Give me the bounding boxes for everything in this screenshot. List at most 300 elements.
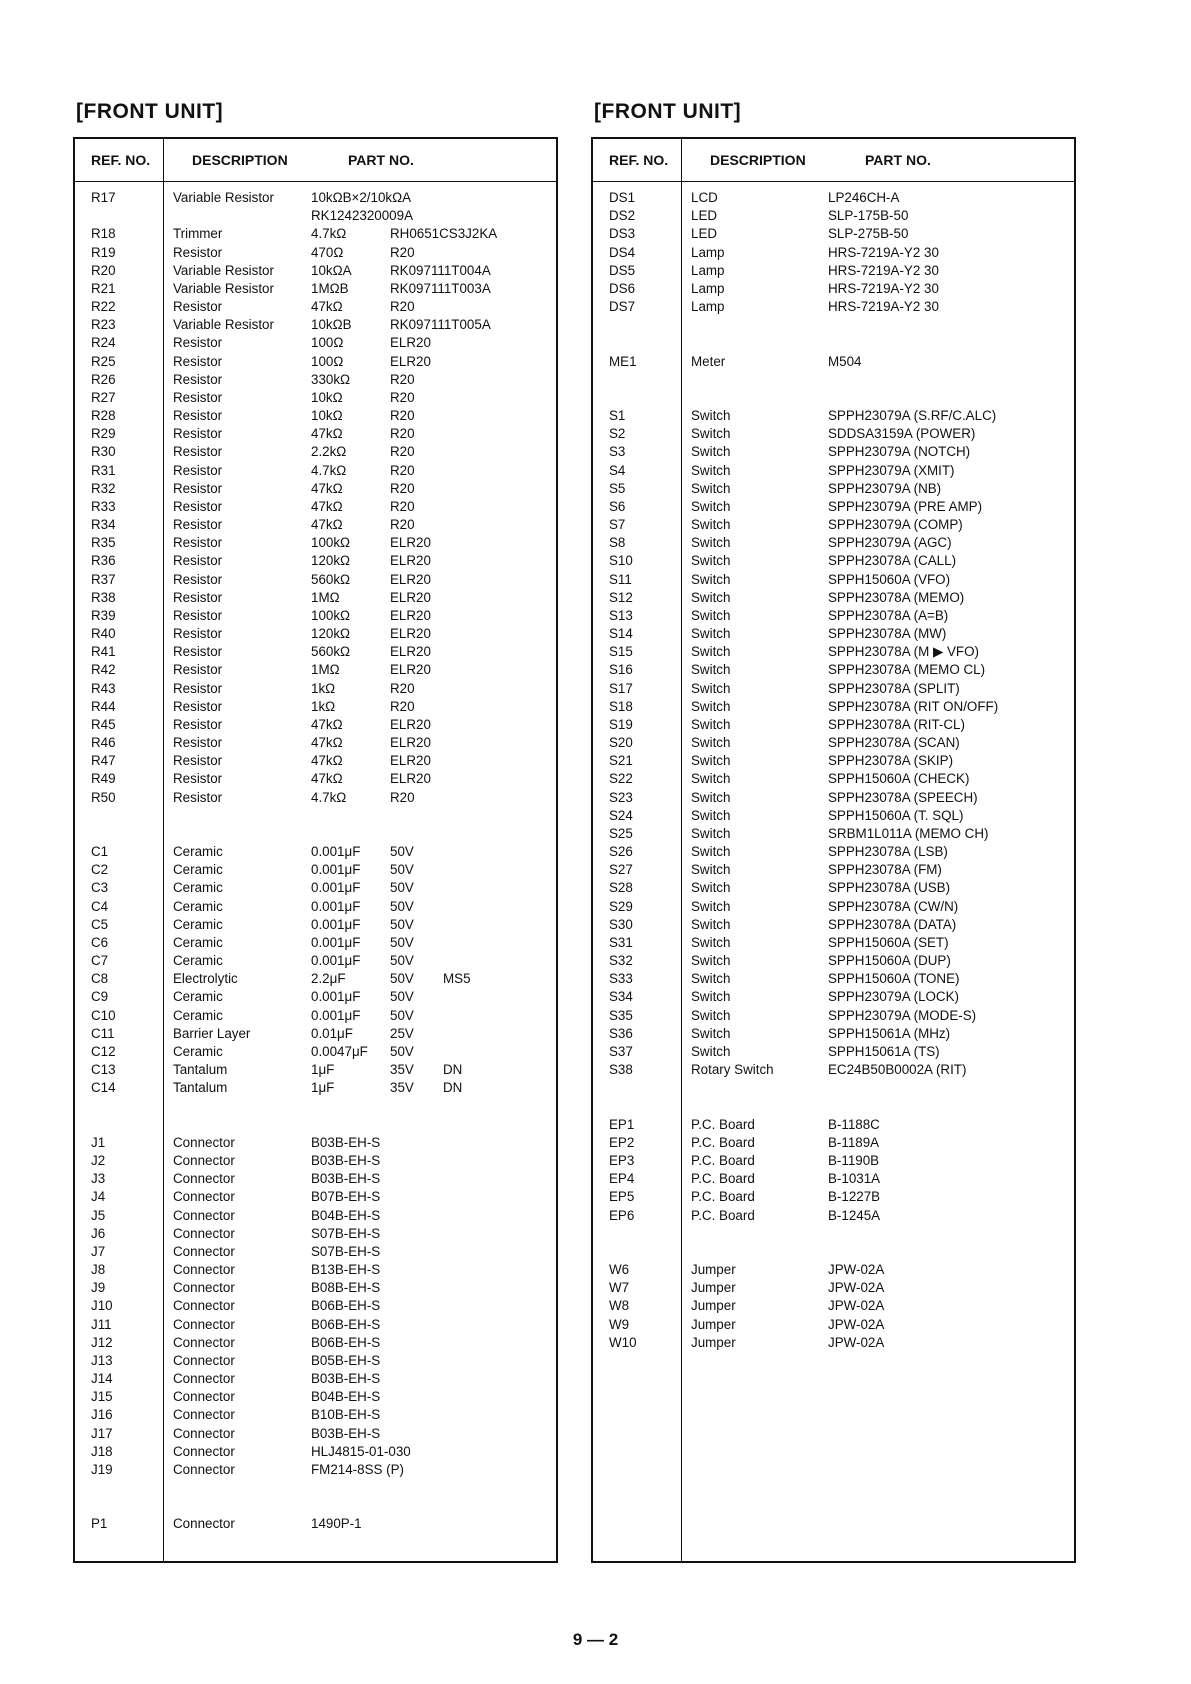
description-cell: Resistor: [173, 789, 223, 805]
description-cell: P.C. Board: [691, 1134, 755, 1150]
value-cell: 47kΩ: [311, 426, 343, 442]
description-cell: Switch: [691, 662, 731, 678]
table-row: [75, 625, 556, 643]
value-cell: B07B-EH-S: [311, 1189, 381, 1205]
description-cell: Connector: [173, 1280, 235, 1296]
left-parts-table: [73, 137, 558, 1563]
description-cell: LED: [691, 226, 718, 242]
value-cell: 47kΩ: [311, 299, 343, 315]
description-cell: Resistor: [173, 353, 223, 369]
table-row: [75, 207, 556, 225]
table-row: [75, 1297, 556, 1315]
ref-cell: C6: [91, 934, 109, 950]
table-row: [75, 425, 556, 443]
description-cell: Variable Resistor: [173, 317, 274, 333]
value-cell: B04B-EH-S: [311, 1207, 381, 1223]
table-row: [75, 480, 556, 498]
value-cell: 0.001μF: [311, 862, 361, 878]
table-row: [75, 934, 556, 952]
description-cell: Resistor: [173, 607, 223, 623]
description-cell: Resistor: [173, 662, 223, 678]
ref-cell: C14: [91, 1080, 116, 1096]
table-row: [593, 262, 1074, 280]
description-cell: Jumper: [691, 1316, 736, 1332]
ref-cell: S11: [609, 571, 632, 587]
part-cell: SPPH23078A (MEMO): [828, 589, 965, 605]
description-cell: Switch: [691, 607, 731, 623]
part-cell: SPPH23079A (NOTCH): [828, 444, 971, 460]
part-cell: 50V: [390, 953, 414, 969]
value-cell: 120kΩ: [311, 626, 351, 642]
table-row: [75, 770, 556, 788]
value-cell: 0.001μF: [311, 934, 361, 950]
part-cell: SPPH23078A (SCAN): [828, 735, 960, 751]
part-cell: SPPH15060A (TONE): [828, 971, 960, 987]
table-row: [593, 207, 1074, 225]
description-cell: Switch: [691, 735, 731, 751]
table-row: [75, 443, 556, 461]
value-cell: B03B-EH-S: [311, 1371, 381, 1387]
description-cell: P.C. Board: [691, 1116, 755, 1132]
description-cell: Connector: [173, 1243, 235, 1259]
table-row: [593, 1225, 1074, 1243]
table-row: [75, 607, 556, 625]
part-cell: ELR20: [390, 735, 431, 751]
table-row: [593, 1116, 1074, 1134]
value-cell: 560kΩ: [311, 571, 351, 587]
table-row: [593, 752, 1074, 770]
table-row: [593, 552, 1074, 570]
description-cell: Resistor: [173, 389, 223, 405]
table-row: [75, 734, 556, 752]
ref-cell: C12: [91, 1043, 116, 1059]
ref-cell: EP2: [609, 1134, 635, 1150]
part-cell: EC24B50B0002A (RIT): [828, 1062, 967, 1078]
table-row: [593, 680, 1074, 698]
table-row: [75, 1261, 556, 1279]
description-cell: Switch: [691, 880, 731, 896]
part-cell: 35V: [390, 1062, 414, 1078]
description-cell: Resistor: [173, 680, 223, 696]
table-row: [75, 988, 556, 1006]
part-cell: SPPH23079A (LOCK): [828, 989, 959, 1005]
value-cell: 100kΩ: [311, 607, 351, 623]
value-cell: 10kΩB×2/10kΩA: [311, 190, 412, 205]
part-cell: HRS-7219A-Y2 30: [828, 244, 939, 260]
part-cell: R20: [390, 517, 415, 533]
description-cell: Tantalum: [173, 1062, 228, 1078]
description-cell: Connector: [173, 1389, 235, 1405]
description-cell: Switch: [691, 444, 731, 460]
ref-cell: W9: [609, 1316, 630, 1332]
part-cell: 50V: [390, 880, 414, 896]
ref-cell: W7: [609, 1280, 630, 1296]
table-row: [593, 1061, 1074, 1079]
description-cell: Resistor: [173, 517, 223, 533]
description-cell: Connector: [173, 1334, 235, 1350]
ref-cell: R34: [91, 517, 116, 533]
table-row: [75, 1279, 556, 1297]
part-cell: SPPH23078A (RIT ON/OFF): [828, 698, 999, 714]
table-row: [75, 1243, 556, 1261]
table-row: [593, 952, 1074, 970]
description-cell: Electrolytic: [173, 971, 238, 987]
table-row: [75, 1334, 556, 1352]
ref-cell: S26: [609, 844, 633, 860]
table-row: [593, 879, 1074, 897]
part-cell: SPPH23078A (CALL): [828, 553, 957, 569]
description-cell: Connector: [173, 1298, 235, 1314]
description-cell: Switch: [691, 408, 731, 424]
part-cell: SPPH23078A (M ▶ VFO): [828, 644, 979, 660]
table-row: [593, 244, 1074, 262]
part-cell: SPPH23079A (MODE-S): [828, 1007, 977, 1023]
table-row: [75, 1443, 556, 1461]
table-row: [75, 843, 556, 861]
description-cell: Meter: [691, 353, 726, 369]
note-cell: MS5: [443, 971, 471, 987]
ref-cell: C9: [91, 989, 109, 1005]
table-row: [593, 1170, 1074, 1188]
ref-cell: ME1: [609, 353, 637, 369]
description-cell: Connector: [173, 1134, 235, 1150]
table-row: [75, 1207, 556, 1225]
description-cell: Tantalum: [173, 1080, 228, 1096]
ref-cell: S27: [609, 862, 633, 878]
table-row: [593, 970, 1074, 988]
part-cell: SPPH23078A (FM): [828, 862, 942, 878]
value-cell: 0.001μF: [311, 880, 361, 896]
description-cell: Resistor: [173, 244, 223, 260]
part-cell: ELR20: [390, 716, 431, 732]
table-row: [593, 1079, 1074, 1097]
table-row: [593, 825, 1074, 843]
ref-cell: S8: [609, 535, 626, 551]
table-row: [75, 680, 556, 698]
part-cell: ELR20: [390, 535, 431, 551]
part-cell: ELR20: [390, 553, 431, 569]
table-row: [593, 1243, 1074, 1261]
description-cell: Resistor: [173, 535, 223, 551]
value-cell: 4.7kΩ: [311, 789, 347, 805]
ref-cell: C10: [91, 1007, 116, 1023]
value-cell: HLJ4815-01-030: [311, 1443, 411, 1459]
table-row: [75, 298, 556, 316]
value-cell: B06B-EH-S: [311, 1298, 381, 1314]
ref-cell: J2: [91, 1153, 106, 1168]
table-row: [593, 1098, 1074, 1116]
table-row: [593, 225, 1074, 243]
description-cell: Switch: [691, 807, 731, 823]
description-cell: Switch: [691, 517, 731, 533]
part-cell: R20: [390, 408, 415, 424]
part-cell: HRS-7219A-Y2 30: [828, 262, 939, 278]
part-cell: SPPH23078A (USB): [828, 880, 951, 896]
ref-cell: R32: [91, 480, 116, 496]
part-cell: ELR20: [390, 335, 431, 351]
part-cell: SPPH23078A (RIT-CL): [828, 716, 965, 732]
part-cell: ELR20: [390, 662, 431, 678]
ref-cell: S35: [609, 1007, 633, 1023]
ref-cell: J3: [91, 1171, 106, 1187]
table-row: [593, 1025, 1074, 1043]
table-row: [75, 661, 556, 679]
ref-cell: C11: [91, 1025, 115, 1041]
ref-cell: R49: [91, 771, 116, 787]
part-cell: HRS-7219A-Y2 30: [828, 299, 939, 315]
part-cell: 50V: [390, 862, 414, 878]
value-cell: 1490P-1: [311, 1516, 362, 1532]
ref-cell: R38: [91, 589, 116, 605]
ref-cell: J19: [91, 1461, 113, 1477]
table-row: [75, 244, 556, 262]
value-cell: 0.001μF: [311, 898, 361, 914]
description-cell: Barrier Layer: [173, 1025, 251, 1041]
part-cell: R20: [390, 789, 415, 805]
table-row: [593, 607, 1074, 625]
value-cell: 100kΩ: [311, 535, 351, 551]
part-cell: ELR20: [390, 571, 431, 587]
description-cell: Resistor: [173, 371, 223, 387]
table-row: [75, 353, 556, 371]
value-cell: 2.2μF: [311, 971, 346, 987]
description-cell: Resistor: [173, 444, 223, 460]
table-row: [75, 1152, 556, 1170]
ref-cell: J13: [91, 1352, 113, 1368]
ref-cell: S18: [609, 698, 633, 714]
description-cell: Connector: [173, 1207, 235, 1223]
ref-cell: R47: [91, 753, 116, 769]
description-cell: Switch: [691, 898, 731, 914]
description-cell: Resistor: [173, 299, 223, 315]
ref-cell: R37: [91, 571, 116, 587]
table-row: [75, 1043, 556, 1061]
value-cell: 47kΩ: [311, 716, 343, 732]
value-cell: 47kΩ: [311, 735, 343, 751]
ref-cell: J4: [91, 1189, 106, 1205]
ref-cell: R40: [91, 626, 116, 642]
table-row: [75, 1188, 556, 1206]
description-cell: Ceramic: [173, 898, 223, 914]
part-cell: SPPH15060A (SET): [828, 934, 949, 950]
ref-cell: R17: [91, 190, 116, 205]
table-row: [75, 1406, 556, 1424]
part-cell: R20: [390, 389, 415, 405]
value-cell: RK1242320009A: [311, 208, 414, 224]
part-cell: SPPH23078A (CW/N): [828, 898, 959, 914]
description-cell: Resistor: [173, 480, 223, 496]
description-cell: P.C. Board: [691, 1207, 755, 1223]
description-cell: Jumper: [691, 1280, 736, 1296]
ref-cell: DS6: [609, 280, 636, 296]
table-row: [75, 879, 556, 897]
ref-cell: C3: [91, 880, 109, 896]
ref-cell: J15: [91, 1389, 113, 1405]
part-cell: 50V: [390, 1007, 414, 1023]
description-cell: Switch: [691, 771, 731, 787]
description-cell: Switch: [691, 953, 731, 969]
ref-cell: J11: [91, 1316, 112, 1332]
table-row: [593, 661, 1074, 679]
description-cell: Connector: [173, 1371, 235, 1387]
part-cell: SPPH23079A (PRE AMP): [828, 498, 983, 514]
ref-cell: S34: [609, 989, 633, 1005]
description-cell: Switch: [691, 1025, 731, 1041]
table-row: [75, 716, 556, 734]
description-cell: Resistor: [173, 735, 223, 751]
value-cell: 1kΩ: [311, 698, 336, 714]
table-row: [593, 1297, 1074, 1315]
table-row: [593, 734, 1074, 752]
value-cell: B03B-EH-S: [311, 1134, 381, 1150]
part-cell: 25V: [390, 1025, 414, 1041]
description-cell: Switch: [691, 989, 731, 1005]
value-cell: B03B-EH-S: [311, 1425, 381, 1441]
value-cell: 0.001μF: [311, 953, 361, 969]
table-row: [593, 1279, 1074, 1297]
description-cell: Switch: [691, 716, 731, 732]
part-cell: SPPH23078A (A=B): [828, 607, 949, 623]
ref-cell: C7: [91, 953, 109, 969]
ref-cell: J18: [91, 1443, 113, 1459]
table-row: [75, 280, 556, 298]
value-cell: B08B-EH-S: [311, 1280, 381, 1296]
value-cell: 47kΩ: [311, 498, 343, 514]
table-row: [75, 1170, 556, 1188]
value-cell: 47kΩ: [311, 771, 343, 787]
part-cell: 50V: [390, 1043, 414, 1059]
part-cell: SPPH15060A (VFO): [828, 571, 951, 587]
part-cell: ELR20: [390, 771, 431, 787]
table-row: [75, 1479, 556, 1497]
ref-cell: DS3: [609, 226, 636, 242]
table-row: [75, 552, 556, 570]
value-cell: 120kΩ: [311, 553, 351, 569]
ref-cell: R24: [91, 335, 116, 351]
description-cell: Switch: [691, 426, 731, 442]
value-cell: 10kΩB: [311, 317, 352, 333]
description-cell: Resistor: [173, 771, 223, 787]
part-cell: HRS-7219A-Y2 30: [828, 280, 939, 296]
part-cell: M504: [828, 353, 862, 369]
table-row: [75, 1497, 556, 1515]
table-row: [593, 516, 1074, 534]
table-row: [593, 1188, 1074, 1206]
table-row: [75, 698, 556, 716]
ref-cell: R29: [91, 426, 116, 442]
ref-cell: S5: [609, 480, 626, 496]
part-cell: RK097111T004A: [390, 262, 491, 278]
part-cell: JPW-02A: [828, 1280, 885, 1296]
ref-cell: S38: [609, 1062, 633, 1078]
part-cell: RK097111T003A: [390, 280, 491, 296]
part-cell: 50V: [390, 989, 414, 1005]
table-row: [593, 280, 1074, 298]
ref-cell: S10: [609, 553, 633, 569]
part-cell: SPPH15061A (MHz): [828, 1025, 951, 1041]
note-cell: DN: [443, 1062, 463, 1078]
table-row: [593, 571, 1074, 589]
description-cell: Switch: [691, 789, 731, 805]
table-row: [593, 988, 1074, 1006]
ref-cell: J12: [91, 1334, 113, 1350]
table-row: [593, 861, 1074, 879]
description-cell: Jumper: [691, 1298, 736, 1314]
table-row: [593, 807, 1074, 825]
ref-cell: DS7: [609, 299, 636, 315]
ref-cell: EP3: [609, 1153, 635, 1168]
ref-cell: DS5: [609, 262, 636, 278]
part-cell: JPW-02A: [828, 1298, 885, 1314]
value-cell: B04B-EH-S: [311, 1389, 381, 1405]
part-cell: R20: [390, 480, 415, 496]
ref-cell: J6: [91, 1225, 106, 1241]
ref-cell: R18: [91, 226, 116, 242]
ref-cell: R26: [91, 371, 116, 387]
ref-cell: R31: [91, 462, 116, 478]
ref-cell: S17: [609, 680, 633, 696]
part-cell: SPPH23078A (MW): [828, 626, 947, 642]
description-cell: Resistor: [173, 408, 223, 424]
value-cell: 1μF: [311, 1080, 335, 1096]
part-cell: R20: [390, 680, 415, 696]
ref-cell: R23: [91, 317, 116, 333]
table-row: [593, 189, 1074, 207]
table-row: [593, 443, 1074, 461]
table-row: [75, 1225, 556, 1243]
value-cell: 0.0047μF: [311, 1043, 368, 1059]
ref-cell: R50: [91, 789, 116, 805]
description-cell: Lamp: [691, 280, 725, 296]
table-row: [593, 1334, 1074, 1352]
description-cell: Connector: [173, 1461, 235, 1477]
ref-cell: S28: [609, 880, 633, 896]
description-cell: Ceramic: [173, 1007, 223, 1023]
table-row: [75, 1461, 556, 1479]
part-cell: SPPH23079A (COMP): [828, 517, 963, 533]
part-cell: 50V: [390, 971, 414, 987]
value-cell: B06B-EH-S: [311, 1334, 381, 1350]
table-row: [75, 1061, 556, 1079]
ref-cell: R44: [91, 698, 116, 714]
part-cell: SPPH23079A (XMIT): [828, 462, 955, 478]
ref-cell: S37: [609, 1043, 633, 1059]
description-cell: Ceramic: [173, 953, 223, 969]
description-cell: Switch: [691, 753, 731, 769]
value-cell: 330kΩ: [311, 371, 351, 387]
table-row: [75, 589, 556, 607]
part-cell: SPPH23078A (MEMO CL): [828, 662, 986, 678]
ref-cell: R33: [91, 498, 116, 514]
ref-cell: EP5: [609, 1189, 635, 1205]
table-row: [75, 1425, 556, 1443]
description-cell: Connector: [173, 1516, 235, 1532]
ref-cell: EP4: [609, 1171, 635, 1187]
ref-cell: R46: [91, 735, 116, 751]
table-row: [593, 407, 1074, 425]
value-cell: 470Ω: [311, 244, 344, 260]
value-cell: 560kΩ: [311, 644, 351, 660]
value-cell: 100Ω: [311, 353, 344, 369]
value-cell: 4.7kΩ: [311, 226, 347, 242]
part-cell: SPPH23078A (SKIP): [828, 753, 954, 769]
ref-cell: S13: [609, 607, 633, 623]
table-row: [75, 861, 556, 879]
table-row: [75, 225, 556, 243]
part-cell: SDDSA3159A (POWER): [828, 426, 976, 442]
table-row: [75, 1370, 556, 1388]
description-cell: Connector: [173, 1262, 235, 1278]
